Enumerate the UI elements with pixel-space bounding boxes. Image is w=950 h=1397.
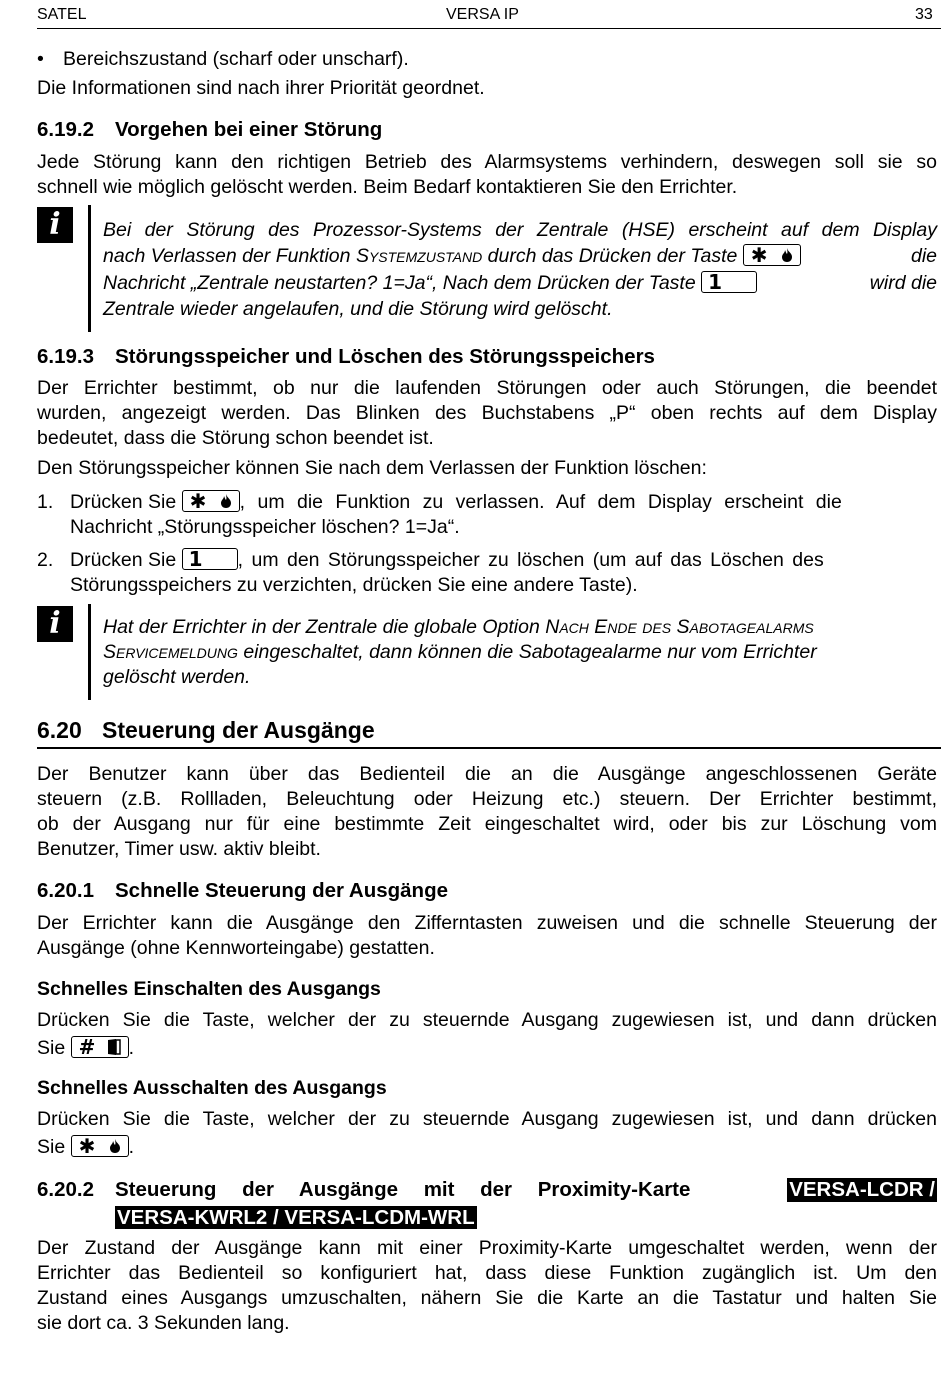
list-item-cont: Störungsspeichers zu verzichten, drücken Sie eine andere Taste).: [70, 574, 638, 596]
one-key-icon: [182, 548, 238, 570]
paragraph-line: bedeutet, dass die Störung schon beendet ist.: [37, 427, 434, 449]
subheading-off: Schnelles Ausschalten des Ausgangs: [37, 1077, 387, 1099]
note-bar: [88, 205, 91, 332]
list-text: , um die Funktion zu verlassen. Auf dem Display erscheint die: [239, 491, 842, 513]
section-number: 6.19.2: [37, 118, 94, 141]
flame-icon: [780, 248, 794, 262]
section-heading-6-19-2: [37, 118, 382, 142]
note-line: [103, 270, 937, 297]
section-heading-6-20: [37, 717, 375, 744]
function-name: Systemzustand: [355, 245, 483, 267]
section-title: Vorgehen bei einer Störung: [115, 118, 383, 141]
header-left: SATEL: [37, 6, 87, 23]
note-line: Zentrale wieder angelaufen, und die Störung wird gelöscht.: [103, 298, 613, 320]
paragraph: Die Informationen sind nach ihrer Priorität geordnet.: [37, 77, 485, 99]
option-name: Nach Ende des Sabotagealarms: [545, 616, 814, 638]
note-text: eingeschaltet, dann können die Sabotagealarme nur vom Errichter: [243, 641, 817, 663]
info-icon: i: [37, 606, 73, 642]
star-glyph: ✱: [750, 243, 768, 267]
note-text: Nachricht „Zentrale neustarten? 1=Ja“, Nach dem Drücken der Taste: [103, 272, 696, 294]
paragraph-line: Jede Störung kann den richtigen Betrieb des Alarmsystems verhindern, deswegen soll sie so: [37, 151, 937, 173]
paragraph-line: Errichter das Bedienteil so konfiguriert hat, dass diese Funktion zugänglich ist. Um den: [37, 1262, 937, 1284]
subheading-on: Schnelles Einschalten des Ausgangs: [37, 978, 381, 1000]
paragraph-line: schnell wie möglich gelöscht werden. Beim Bedarf kontaktieren Sie den Errichter.: [37, 176, 738, 198]
door-icon: [107, 1039, 121, 1055]
highlighted-models: VERSA-LCDR /: [789, 1178, 935, 1201]
star-glyph: ✱: [78, 1134, 96, 1158]
list-text: Drücken Sie: [70, 491, 177, 513]
text: Sie: [37, 1136, 66, 1158]
paragraph-line: Der Errichter bestimmt, ob nur die laufenden Störungen oder auch Störungen, die beendet: [37, 377, 937, 399]
paragraph-line: Drücken Sie die Taste, welcher der zu steuernde Ausgang zugewiesen ist, und dann drücken: [37, 1108, 937, 1130]
paragraph-line: Der Benutzer kann über das Bedienteil die an die Ausgänge angeschlossenen Geräte: [37, 763, 937, 785]
star-glyph: ✱: [189, 489, 207, 513]
paragraph-line: [37, 1036, 937, 1061]
text: .: [128, 1136, 135, 1158]
section-title: Steuerung der Ausgänge mit der Proximity-Karte: [115, 1178, 691, 1201]
star-key-icon: [743, 244, 801, 266]
note-bar: [88, 604, 91, 700]
section-number: 6.20.2: [37, 1178, 94, 1201]
note-line: [103, 639, 937, 666]
note-text: wird die: [869, 272, 937, 294]
section-heading-cont: [115, 1206, 477, 1230]
paragraph-line: Den Störungsspeicher können Sie nach dem Verlassen der Funktion löschen:: [37, 457, 707, 479]
header-center: VERSA IP: [446, 6, 519, 23]
paragraph-line: steuern (z.B. Rollladen, Beleuchtung oder Heizung etc.) steuern. Der Errichter bestimmt,: [37, 788, 937, 810]
paragraph-line: Der Errichter kann die Ausgänge den Zifferntasten zuweisen und die schnelle Steuerung der: [37, 912, 937, 934]
star-key-icon: [182, 490, 240, 512]
page-number: 33: [915, 6, 933, 23]
section-title: Schnelle Steuerung der Ausgänge: [115, 879, 449, 902]
section-title: Steuerung der Ausgänge: [102, 717, 375, 743]
highlighted-models: VERSA-KWRL2 / VERSA-LCDM-WRL: [117, 1206, 475, 1229]
paragraph-line: ob der Ausgang nur für eine bestimmte Zeit eingeschaltet wird, oder bis zur Löschung vom: [37, 813, 937, 835]
one-glyph: 1: [708, 270, 723, 294]
info-icon: i: [37, 207, 73, 243]
note-text: Hat der Errichter in der Zentrale die globale Option: [103, 616, 540, 638]
one-key-icon: [701, 271, 757, 293]
section-number: 6.19.3: [37, 345, 94, 368]
text: .: [128, 1037, 135, 1059]
list-number: 2.: [37, 549, 54, 571]
note-line: [103, 243, 937, 270]
list-text: , um den Störungsspeicher zu löschen (um auf das Löschen des: [237, 549, 824, 571]
header-rule: [37, 28, 941, 29]
bullet-item: [37, 47, 937, 72]
flame-icon: [108, 1139, 122, 1153]
paragraph-line: Zustand eines Ausgangs umzuschalten, nähern Sie die Karte an die Tastatur und halten Sie: [37, 1287, 937, 1309]
paragraph-line: Der Zustand der Ausgänge kann mit einer Proximity-Karte umgeschaltet werden, wenn der: [37, 1237, 937, 1259]
list-item: [37, 548, 937, 573]
star-key-icon: [71, 1135, 129, 1157]
list-item-cont: Nachricht „Störungsspeicher löschen? 1=Ja“.: [70, 516, 460, 538]
paragraph-line: wurden, angezeigt werden. Das Blinken des Buchstabens „P“ oben rechts auf dem Display: [37, 402, 937, 424]
paragraph-line: Drücken Sie die Taste, welcher der zu steuernde Ausgang zugewiesen ist, und dann drücken: [37, 1009, 937, 1031]
list-text: Drücken Sie: [70, 549, 177, 571]
note-line: gelöscht werden.: [103, 666, 251, 688]
list-number: 1.: [37, 491, 54, 513]
hash-glyph: #: [78, 1035, 96, 1059]
section-number: 6.20.1: [37, 879, 94, 902]
bullet-text: Bereichszustand (scharf oder unscharf).: [63, 48, 409, 70]
list-item: [37, 490, 937, 515]
text: Sie: [37, 1037, 66, 1059]
option-name: Servicemeldung: [103, 641, 238, 663]
note-line: [103, 614, 937, 641]
note-line: Bei der Störung des Prozessor-Systems der Zentrale (HSE) erscheint auf dem Display: [103, 219, 937, 241]
paragraph-line: sie dort ca. 3 Sekunden lang.: [37, 1312, 290, 1334]
paragraph-line: [37, 1135, 937, 1160]
paragraph-line: Ausgänge (ohne Kennworteingabe) gestatten.: [37, 937, 435, 959]
hash-key-icon: [71, 1036, 129, 1058]
note-text: durch das Drücken der Taste: [487, 245, 738, 267]
flame-icon: [219, 494, 233, 508]
section-rule: [37, 747, 941, 749]
section-heading-6-19-3: [37, 345, 655, 369]
note-text: nach Verlassen der Funktion: [103, 245, 351, 267]
note-text: die: [910, 245, 937, 267]
paragraph-line: Benutzer, Timer usw. aktiv bleibt.: [37, 838, 321, 860]
section-heading-6-20-1: [37, 879, 448, 903]
section-heading-6-20-2: [37, 1178, 937, 1202]
section-number: 6.20: [37, 717, 82, 743]
bullet: •: [37, 48, 44, 70]
section-title: Störungsspeicher und Löschen des Störungsspeichers: [115, 345, 655, 368]
one-glyph: 1: [188, 547, 203, 571]
